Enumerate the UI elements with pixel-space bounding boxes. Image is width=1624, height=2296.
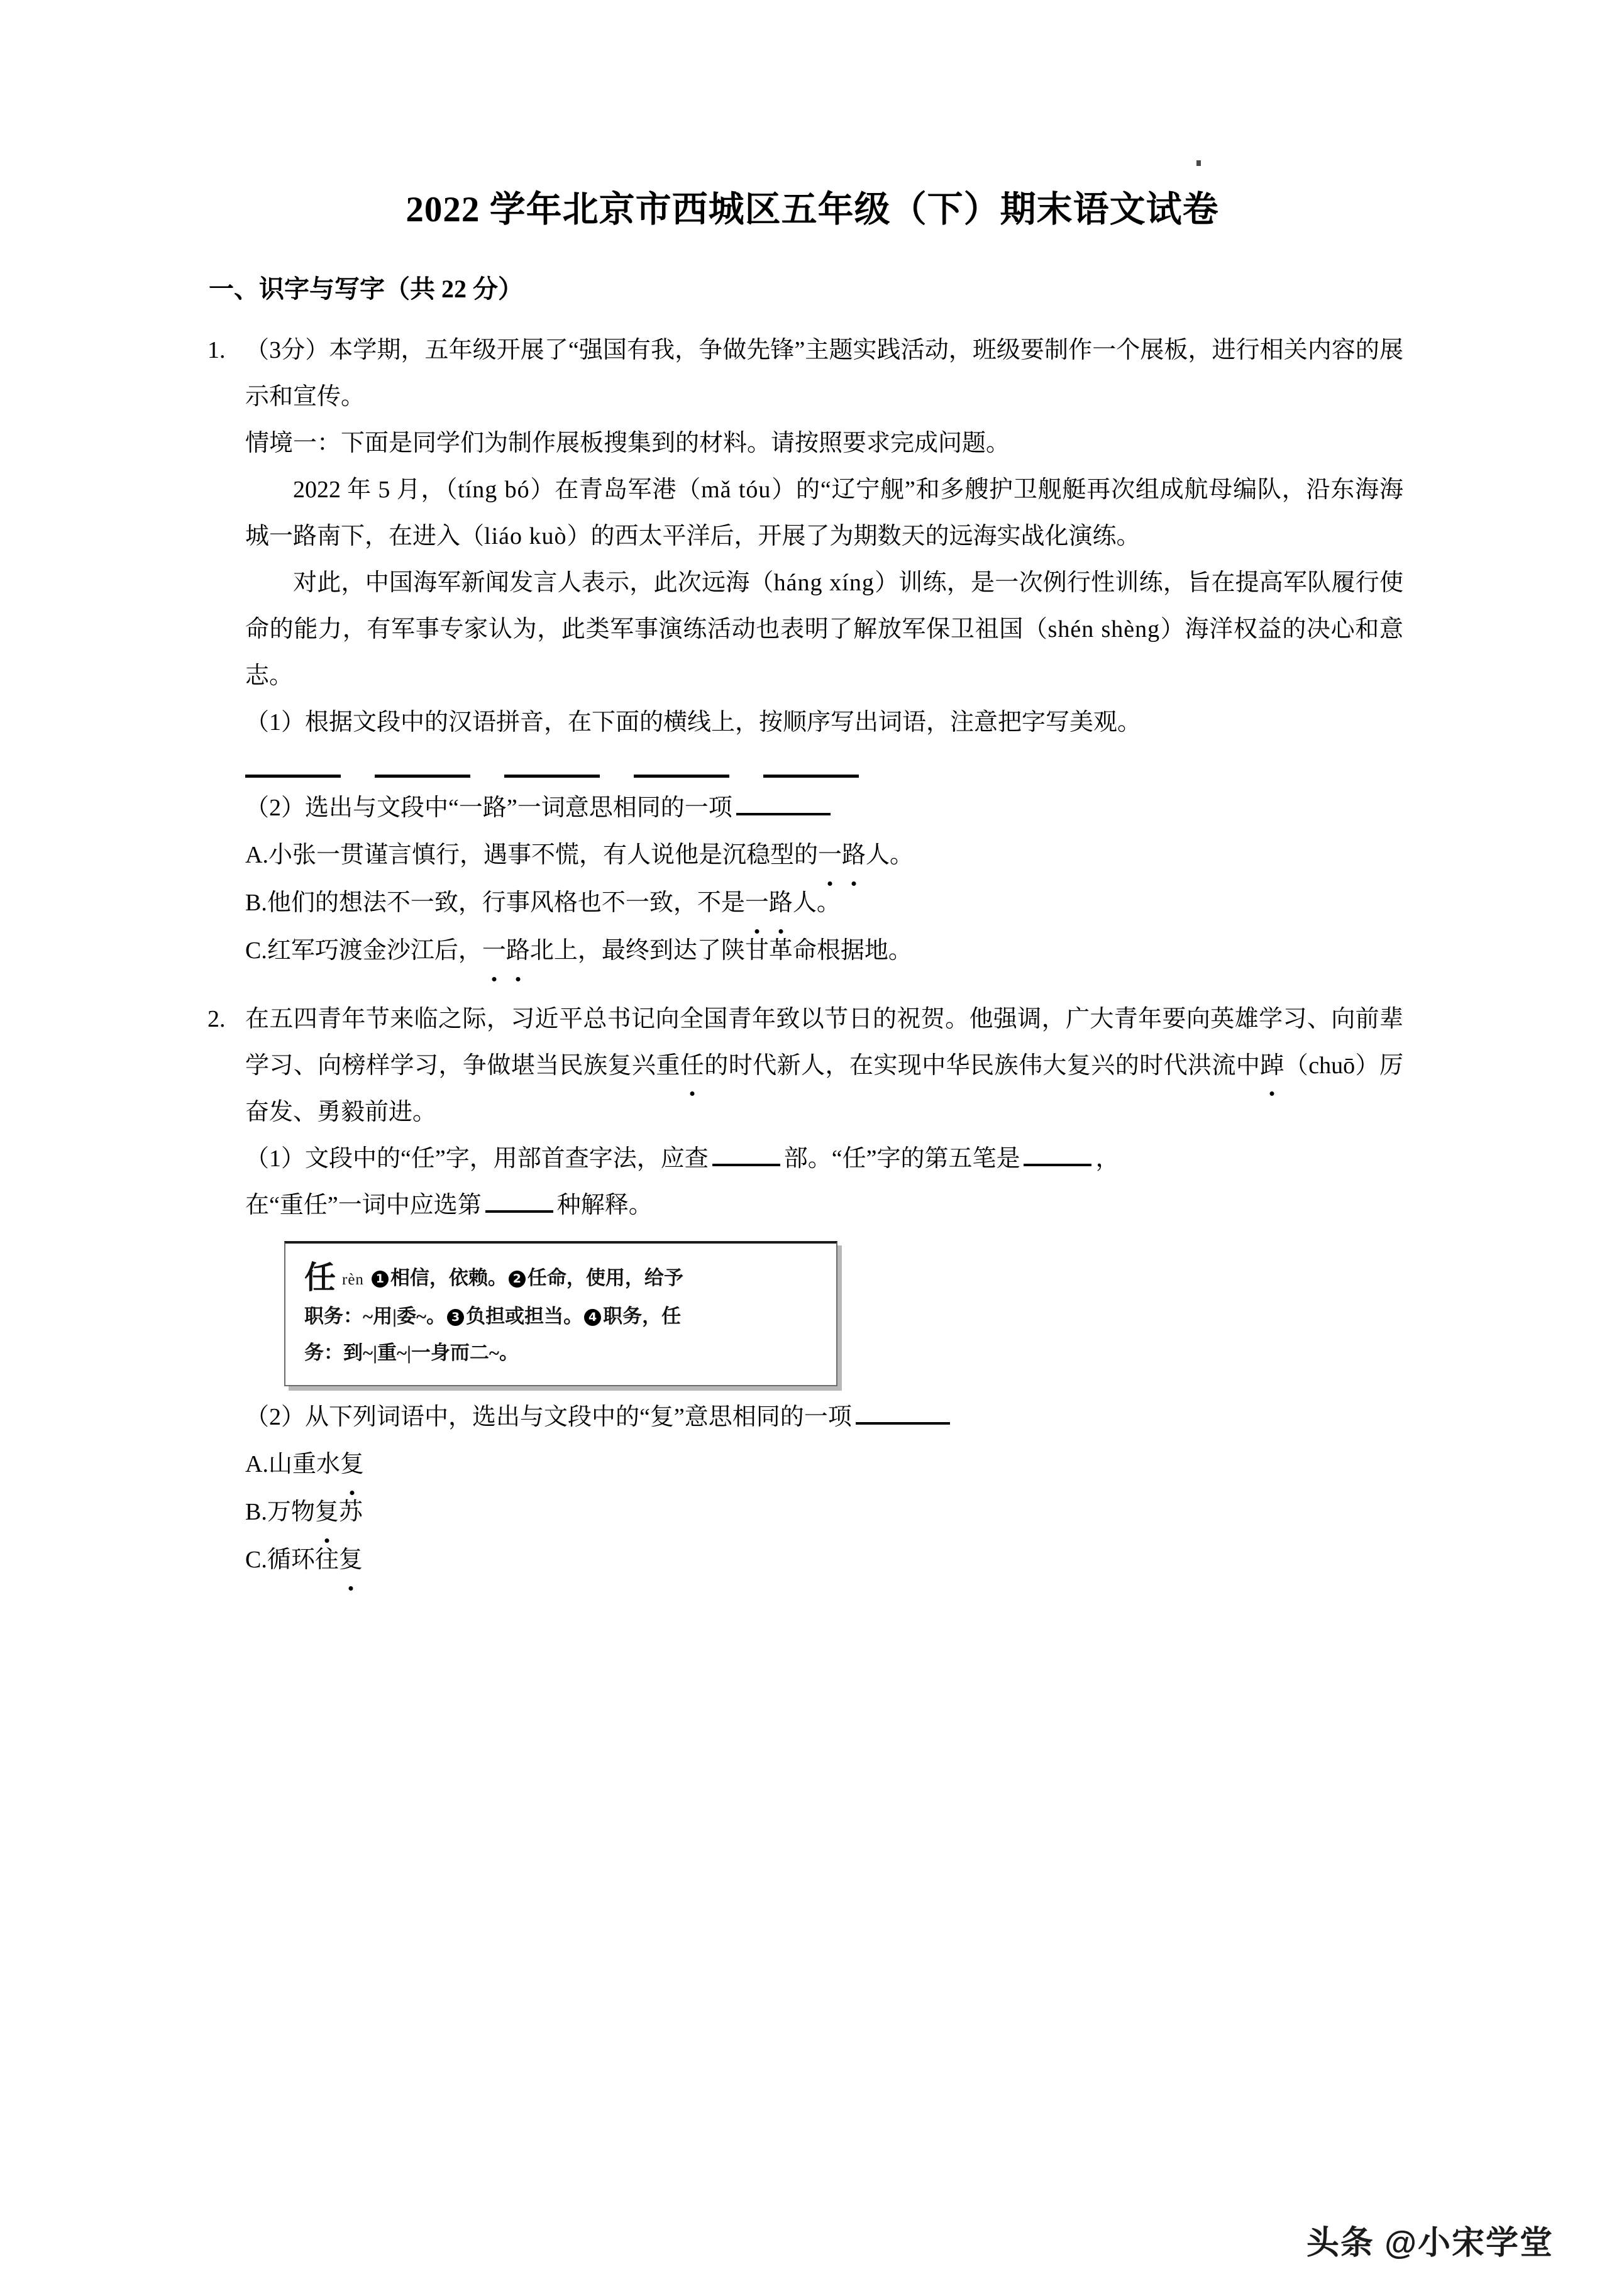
question-1-answer-blanks[interactable]: [245, 756, 1403, 781]
question-1-context-label: 情境一：下面是同学们为制作展板搜集到的材料。请按照要求完成问题。: [245, 430, 1010, 457]
radical-answer-blank[interactable]: [712, 1136, 780, 1166]
answer-blank[interactable]: [856, 1394, 950, 1425]
emphasis-text: 一路: [818, 831, 866, 879]
dictionary-line: [304, 1298, 820, 1335]
question-2-sub-1-text-e: 种解释。: [556, 1192, 653, 1219]
paper-content: [207, 0, 1403, 1584]
question-2-sub-1-text-c: ，: [1095, 1145, 1120, 1173]
pinyin-annotation: shén shèng: [1047, 616, 1161, 643]
emphasis-text: 一路: [482, 927, 530, 974]
question-2-option-c[interactable]: C.循环往复: [245, 1536, 1403, 1584]
answer-blank[interactable]: [245, 756, 341, 778]
dictionary-line: [304, 1260, 820, 1298]
dictionary-sense-text: 负担或担当。: [466, 1305, 583, 1328]
question-2-number: 2.: [207, 1006, 226, 1033]
option-key: A.: [245, 842, 268, 869]
question-2-sub-1-line-2: [245, 1182, 1403, 1228]
question-1-number: 1.: [207, 337, 226, 364]
question-1-sub-2-prompt: [245, 785, 1403, 831]
dictionary-sense-text: 职务，任: [603, 1305, 682, 1328]
answer-blank[interactable]: [736, 785, 831, 815]
page-title: 2022 学年北京市西城区五年级（下）期末语文试卷: [406, 190, 1219, 229]
dictionary-sense-text: 相信，依赖。: [390, 1267, 507, 1289]
question-2-sub-1-text-d: 在“重任”一词中应选第: [245, 1192, 482, 1219]
pinyin-annotation: mǎ tóu: [701, 477, 771, 504]
dictionary-pinyin: rèn: [342, 1271, 364, 1289]
question-1-passage-paragraph-1: 2022 年 5 月，（tíng bó）在青岛军港（mǎ tóu）的“辽宁舰”和多艘护卫舰艇再次组成航母编队，沿东海海城一路南下，在进入（liáo kuò）的西太平洋后，开展了为期数天的远海实战化演练。: [245, 477, 1403, 550]
question-2-sub-2-text: （2）从下列词语中，选出与文段中的“复”意思相同的一项: [245, 1404, 852, 1431]
answer-blank[interactable]: [375, 756, 470, 778]
question-2-sub-1-line-1: [245, 1135, 1403, 1182]
answer-blank[interactable]: [634, 756, 729, 778]
dictionary-sense-number: 2: [509, 1271, 526, 1288]
answer-blank[interactable]: [504, 756, 600, 778]
question-1-passage-paragraph-2: 对此，中国海军新闻发言人表示，此次远海（háng xíng）训练，是一次例行性训练，旨在提高军队履行使命的能力，有军事专家认为，此类军事演练活动也表明了解放军保卫祖国（shén shèng）海洋权益的决心和意志。: [245, 570, 1403, 690]
question-1: [207, 327, 1403, 420]
question-2-option-b[interactable]: B.万物复苏: [245, 1488, 1403, 1536]
question-1-stem: （3分）本学期，五年级开展了“强国有我，争做先锋”主题实践活动，班级要制作一个展板，进行相关内容的展示和宣传。: [245, 337, 1403, 411]
dictionary-sense-number: 3: [447, 1309, 464, 1326]
option-key: B.: [245, 1499, 267, 1526]
question-1-sub-2-text: （2）选出与文段中“一路”一词意思相同的一项: [245, 795, 732, 822]
sense-answer-blank[interactable]: [485, 1183, 553, 1213]
watermark-logo: 头条 @小宋学堂: [1306, 2225, 1554, 2261]
emphasis-text: 复: [315, 1488, 339, 1536]
option-key: B.: [245, 890, 267, 917]
emphasis-text: 任: [680, 1042, 704, 1089]
dictionary-entry-box: [284, 1241, 837, 1386]
question-1-sub-1-text: （1）根据文段中的汉语拼音，在下面的横线上，按顺序写出词语，注意把字写美观。: [245, 709, 1142, 736]
pinyin-annotation: chuō: [1308, 1052, 1356, 1079]
dictionary-sense-text: 任命，使用，给予: [527, 1267, 683, 1289]
emphasis-text: 一路: [745, 879, 793, 927]
dictionary-sense-number: 4: [584, 1309, 601, 1326]
emphasis-text: 复: [340, 1440, 364, 1488]
question-1-option-a[interactable]: A.小张一贯谨言慎行，遇事不慌，有人说他是沉稳型的一路人。: [245, 831, 1403, 879]
dictionary-sense-text: 职务：~用|委~。: [304, 1305, 446, 1328]
question-2-sub-1-text-b: 部。“任”字的第五笔是: [783, 1145, 1020, 1173]
pinyin-annotation: liáo kuò: [484, 523, 567, 550]
question-1-option-b[interactable]: B.他们的想法不一致，行事风格也不一致，不是一路人。: [245, 879, 1403, 927]
dictionary-sense-number: 1: [372, 1271, 389, 1288]
dictionary-headword: 任: [304, 1260, 336, 1296]
dictionary-entry-figure: [284, 1241, 1403, 1386]
question-1-option-c[interactable]: C.红军巧渡金沙江后，一路北上，最终到达了陕甘革命根据地。: [245, 927, 1403, 974]
emphasis-text: 踔: [1260, 1042, 1284, 1089]
stroke-answer-blank[interactable]: [1024, 1136, 1091, 1166]
question-2-sub-2-prompt: [245, 1394, 1403, 1440]
pinyin-annotation: tíng bó: [458, 477, 530, 504]
section-heading: 一、识字与写字（共 22 分）: [209, 275, 523, 304]
option-key: A.: [245, 1451, 268, 1478]
question-2-option-a[interactable]: A.山重水复: [245, 1440, 1403, 1488]
question-2: [207, 996, 1403, 1135]
option-key: C.: [245, 1547, 267, 1574]
answer-blank[interactable]: [763, 756, 859, 778]
question-2-sub-1-text-a: （1）文段中的“任”字，用部首查字法，应查: [245, 1145, 709, 1173]
pinyin-annotation: háng xíng: [773, 570, 875, 597]
question-2-stem: 在五四青年节来临之际，习近平总书记向全国青年致以节日的祝贺。他强调，广大青年要向英雄学习、向前辈学习、向榜样学习，争做堪当民族复兴重任的时代新人，在实现中华民族伟大复兴的时代洪流中踔（chuō）厉奋发、勇毅前进。: [245, 1006, 1403, 1126]
option-key: C.: [245, 937, 267, 964]
dictionary-sense-text: 务：到~|重~|一身而二~。: [304, 1342, 519, 1364]
dictionary-line: [304, 1335, 820, 1371]
emphasis-text: 复: [339, 1536, 363, 1584]
